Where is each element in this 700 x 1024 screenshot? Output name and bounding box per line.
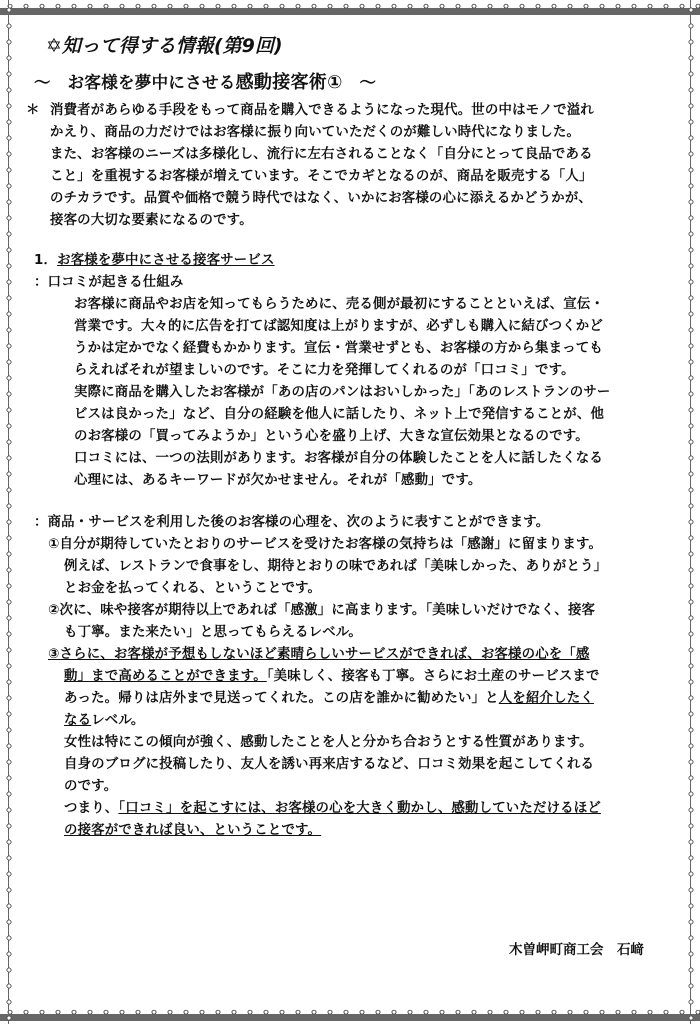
body-line: うかは定かでなく経費もかかります。宣伝・営業せずとも、お客様の方から集まっても [74,341,603,356]
section-title: お客様を夢中にさせる接客サービス [57,253,275,268]
newsletter-content [26,30,670,958]
item-line-underlined: 人を紹介したく [498,691,594,706]
page-title: ✡知って得する情報(第9回) [46,35,283,57]
item-line: 例えば、レストランで食事をし、期待とおりの味であれば「美味しかった、ありがとう」 [64,559,608,574]
section1-subheading: ：口コミが起きる仕組み [34,275,184,290]
section-number: 1． [34,253,58,268]
author-signature: 木曽岬町商工会 石﨑 [509,942,644,958]
item-line: とお金を払ってくれる、ということです。 [64,581,322,596]
subtitle-emphasis: 感動接客術① [235,72,343,93]
conclusion-underlined: の接客ができれば良い、ということです。 [64,823,322,838]
item-line: も丁寧。また来たい」と思ってもらえるレベル。 [64,625,362,640]
subtitle-prefix: ～ お客様を夢中にさせる [34,73,236,92]
item-line: 自身のブログに投稿したり、友人を誘い再来店するなど、口コミ効果を起こしてくれる [64,757,595,772]
bullet-asterisk: ＊ [26,103,40,118]
intro-line: また、お客様のニーズは多様化し、流行に左右されることなく「自分にとって良品である [50,147,593,162]
body-line: 口コミには、一つの法則があります。お客様が自分の体験したことを人に話したくなる [74,451,603,466]
section1-heading [34,250,670,272]
item-line: 「美味しく、接客も丁寧。さらにお土産のサービスまで [266,669,600,684]
intro-line: こと」を重視するお客様が増えています。そこでカギとなるのが、商品を販売する「人」 [50,169,593,184]
intro-line: かえり、商品の力だけではお客様に振り向いていただくのが難しい時代になりました。 [50,125,581,140]
item-line-underlined: 動」まで高めることができます。 [64,669,267,684]
list-item-3 [34,644,670,842]
body-line: ビスは良かった」など、自分の経験を他人に話したり、ネット上で発信することが、他 [74,407,605,422]
decorative-border-top [0,2,700,16]
section1-body [34,294,670,492]
body-line: お客様に商品やお店を知ってもらうために、売る側が最初にすることといえば、宣伝・ [74,297,605,312]
item-line: のです。 [64,779,118,794]
body-line: らえればそれが望ましいのです。そこに力を発揮してくれるのが「口コミ」です。 [74,363,575,378]
body-line: のお客様の「買ってみようか」という心を盛り上げ、大きな宣伝効果となるのです。 [74,429,589,444]
decorative-border-left [2,0,16,1024]
item-line: ②次に、味や接客が期待以上であれば「感激」に高まります。「美味しいだけでなく、接客 [48,603,596,618]
intro-line: 消費者があらゆる手段をもって商品を購入できるようになった現代。世の中はモノで溢れ [50,103,594,118]
body-line: 営業です。大々的に広告を打てば認知度は上がりますが、必ずしも購入に結びつくかど [74,319,603,334]
decorative-border-right [684,0,698,1024]
item-line: ①自分が期待していたとおりのサービスを受けたお客様の気持ちは「感謝」に留まります。 [48,537,603,552]
item-line-underlined: なる [64,713,92,728]
body-line: 実際に商品を購入したお客様が「あの店のパンはおいしかった」「あのレストランのサー [74,385,611,400]
list-item-1 [34,534,670,600]
list-item-2 [34,600,670,644]
item-line: 女性は特にこの傾向が強く、感動したことを人と分かち合おうとする性質があります。 [64,735,593,750]
intro-line: のチカラです。品質や価格で競う時代ではなく、いかにお客様の心に添えるかどうかが、 [50,191,593,206]
item-line-underlined: ③さらに、お客様が予想もしないほど素晴らしいサービスができれば、お客様の心を「感 [48,647,590,662]
item-line: レベル。 [91,713,145,728]
intro-paragraph [26,100,670,232]
intro-line: 接客の大切な要素になるのです。 [50,213,253,228]
conclusion-underlined: 「口コミ」を起こすには、お客様の心を大きく動かし、感動していただけるほど [118,801,601,816]
decorative-border-bottom [0,1008,700,1022]
section2-intro: ：商品・サービスを利用した後のお客様の心理を、次のように表すことができます。 [34,515,550,530]
conclusion-prefix: つまり、 [64,801,119,816]
article-subtitle [34,68,670,98]
item-line: あった。帰りは店外まで見送ってくれた。この店を誰かに勧めたい」と [64,691,499,706]
body-line: 心理には、あるキーワードが欠かせません。それが「感動」です。 [74,473,482,488]
subtitle-suffix: ～ [359,73,377,92]
